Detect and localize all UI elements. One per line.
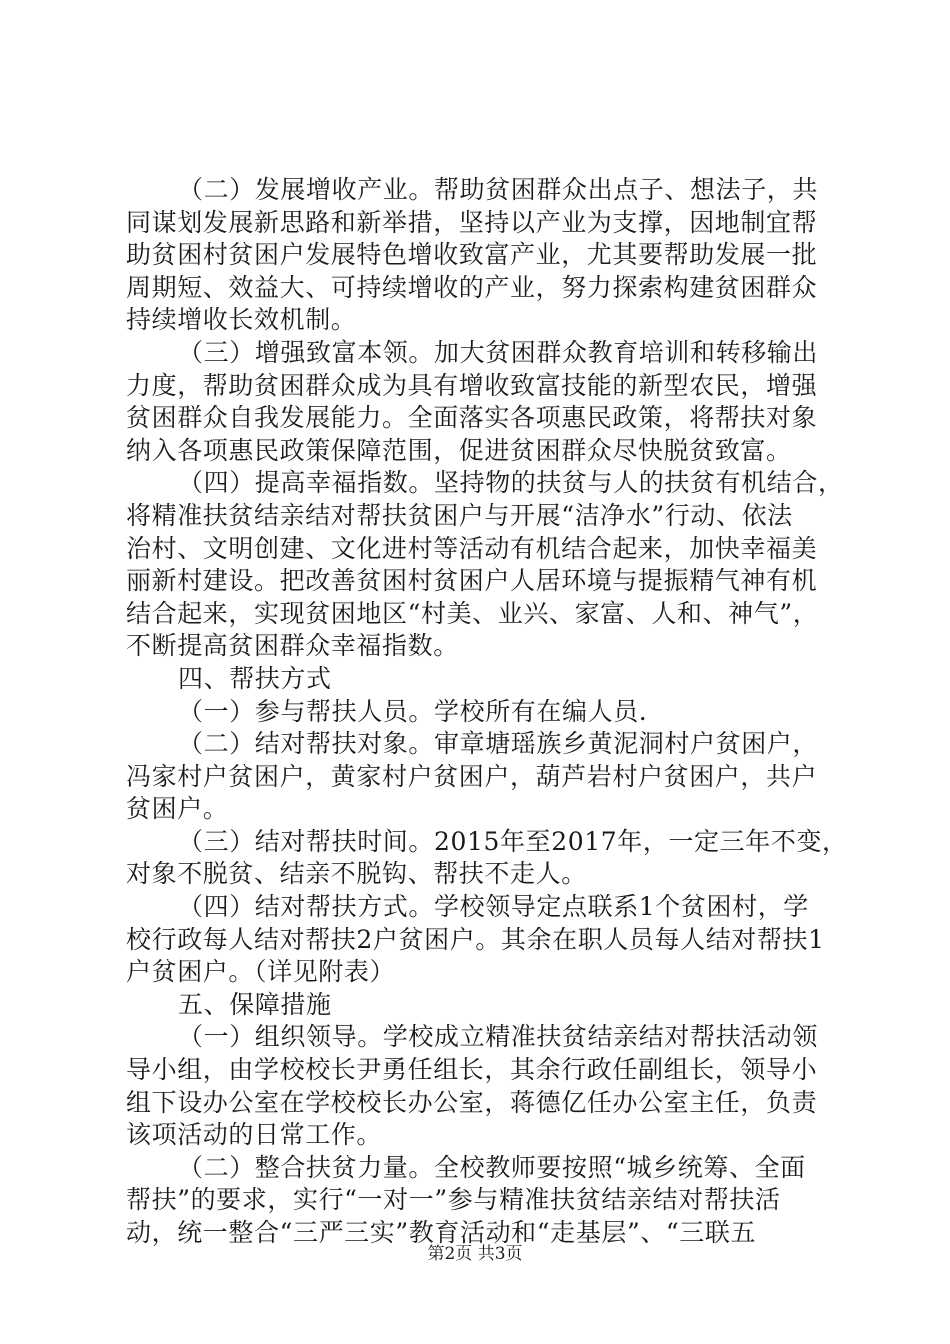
text-line: 动，统一整合“三严三实”教育活动和“走基层”、“三联五 bbox=[126, 1218, 757, 1247]
text-line: 导小组，由学校校长尹勇任组长，其余行政任副组长，领导小 bbox=[126, 1055, 818, 1085]
text-line: 持续增收长效机制。 bbox=[126, 305, 357, 335]
text-line: 周期短、效益大、可持续增收的产业，努力探索构建贫困群众 bbox=[126, 272, 818, 302]
text-line: 丽新村建设。把改善贫困村贫困户人居环境与提振精气神有机 bbox=[126, 566, 818, 596]
text-line: 对象不脱贫、结亲不脱钩、帮扶不走人。 bbox=[126, 859, 587, 889]
text-line: 贫困户。 bbox=[126, 794, 229, 824]
text-line: 五、保障措施 bbox=[178, 989, 332, 1019]
text-line: 不断提高贫困群众幸福指数。 bbox=[126, 631, 459, 661]
text-line: （四）提高幸福指数。坚持物的扶贫与人的扶贫有机结合， bbox=[178, 468, 844, 498]
document-body bbox=[126, 174, 848, 1250]
text-line: 四、帮扶方式 bbox=[178, 663, 332, 693]
text-line: （一）参与帮扶人员。学校所有在编人员. bbox=[178, 696, 648, 726]
text-line: （三）结对帮扶时间。2015年至2017年，一定三年不变， bbox=[178, 826, 848, 856]
text-line: 将精准扶贫结亲结对帮扶贫困户与开展“洁净水”行动、依法 bbox=[126, 500, 793, 530]
text-line: 帮扶”的要求，实行“一对一”参与精准扶贫结亲结对帮扶活 bbox=[126, 1185, 781, 1215]
page-footer: 第2页 共3页 bbox=[427, 1244, 523, 1264]
text-line: 纳入各项惠民政策保障范围，促进贫困群众尽快脱贫致富。 bbox=[126, 435, 792, 465]
text-line: （四）结对帮扶方式。学校领导定点联系1个贫困村，学 bbox=[178, 892, 809, 922]
text-line: 贫困群众自我发展能力。全面落实各项惠民政策，将帮扶对象 bbox=[126, 403, 818, 433]
text-line: 治村、文明创建、文化进村等活动有机结合起来，加快幸福美 bbox=[126, 533, 818, 563]
text-line: （二）整合扶贫力量。全校教师要按照“城乡统筹、全面 bbox=[178, 1152, 806, 1182]
text-line: 冯家村户贫困户，黄家村户贫困户，葫芦岩村户贫困户，共户 bbox=[126, 761, 818, 791]
text-line: （二）结对帮扶对象。审章塘瑶族乡黄泥洞村户贫困户， bbox=[178, 729, 819, 759]
text-line: 结合起来，实现贫困地区“村美、业兴、家富、人和、神气”， bbox=[126, 598, 819, 628]
text-line: 该项活动的日常工作。 bbox=[126, 1120, 383, 1150]
text-line: 同谋划发展新思路和新举措，坚持以产业为支撑，因地制宜帮 bbox=[126, 207, 818, 237]
text-line: 力度，帮助贫困群众成为具有增收致富技能的新型农民，增强 bbox=[126, 370, 818, 400]
text-line: （一）组织领导。学校成立精准扶贫结亲结对帮扶活动领 bbox=[178, 1022, 819, 1052]
text-line: （二）发展增收产业。帮助贫困群众出点子、想法子，共 bbox=[178, 175, 819, 204]
text-line: 校行政每人结对帮扶2户贫困户。其余在职人员每人结对帮扶1 bbox=[126, 924, 825, 954]
text-line: 户贫困户。（详见附表） bbox=[126, 957, 396, 987]
text-line: （三）增强致富本领。加大贫困群众教育培训和转移输出 bbox=[178, 337, 819, 367]
text-line: 组下设办公室在学校校长办公室，蒋德亿任办公室主任，负责 bbox=[126, 1087, 818, 1117]
text-line: 助贫困村贫困户发展特色增收致富产业，尤其要帮助发展一批 bbox=[126, 240, 818, 270]
